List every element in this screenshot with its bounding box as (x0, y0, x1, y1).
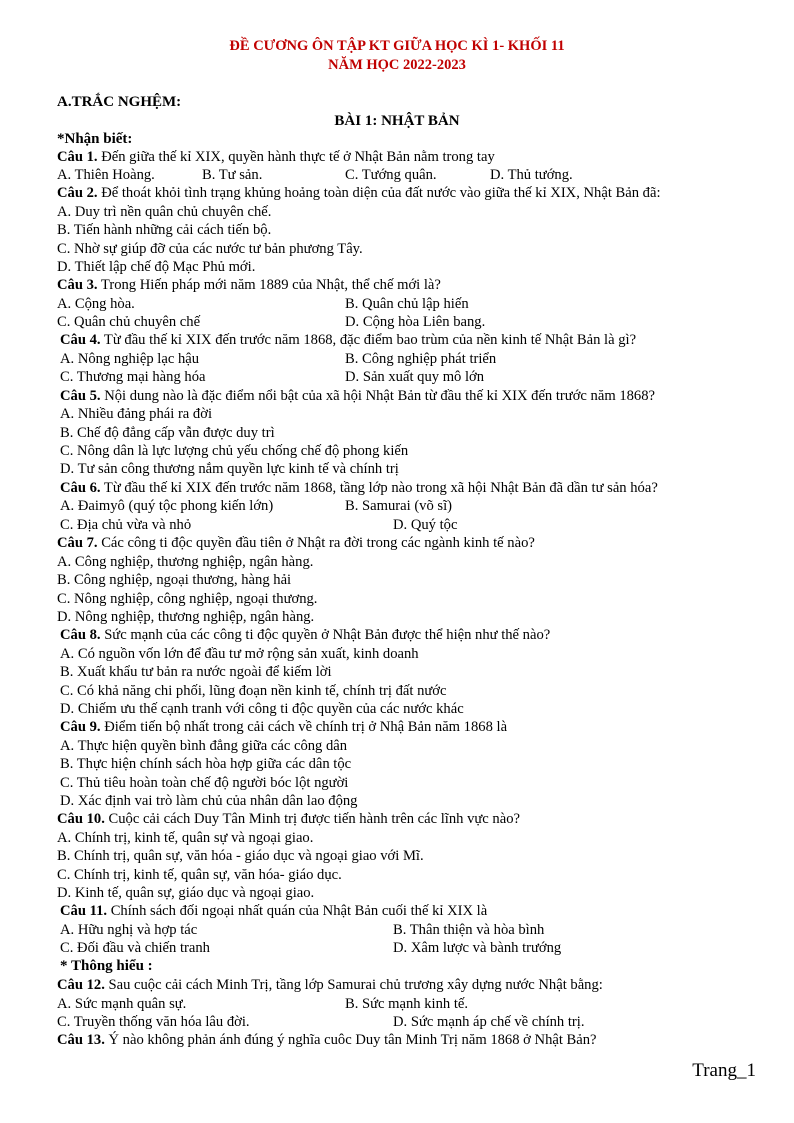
q11-option-b: B. Thân thiện và hòa bình (393, 922, 545, 938)
q8-option-c: C. Có khả năng chi phối, lũng đoạn nền kinh tế, chính trị đất nước (60, 683, 447, 699)
q10-option-d: D. Kinh tế, quân sự, giáo dục và ngoại giao. (57, 885, 315, 901)
q7-option-d: D. Nông nghiệp, thương nghiệp, ngân hàng. (57, 609, 315, 625)
q10-option-c: C. Chính trị, kinh tế, quân sự, văn hóa- giáo dục. (57, 867, 342, 883)
question-11: Câu 11. Chính sách đối ngoại nhất quán của Nhật Bản cuối thế kỉ XIX là (60, 903, 488, 919)
q4-option-b: B. Công nghiệp phát triển (345, 351, 497, 367)
question-7: Câu 7. Các công ti độc quyền đầu tiên ở Nhật ra đời trong các ngành kinh tế nào? (57, 535, 535, 551)
q9-option-d: D. Xác định vai trò làm chủ của nhân dân lao động (60, 793, 358, 809)
q6-option-b: B. Samurai (võ sĩ) (345, 498, 453, 514)
q6-option-a: A. Đaimyô (quý tộc phong kiến lớn) (60, 498, 274, 514)
q5-option-b: B. Chế độ đẳng cấp vẫn được duy trì (60, 425, 275, 441)
question-12: Câu 12. Sau cuộc cải cách Minh Trị, tầng lớp Samurai chủ trương xây dựng nước Nhật bằng: (57, 977, 603, 993)
q1-option-d: D. Thủ tướng. (490, 167, 573, 183)
q6-option-c: C. Địa chủ vừa và nhỏ (60, 517, 192, 533)
q1-option-b: B. Tư sản. (202, 167, 263, 183)
q3-option-d: D. Cộng hòa Liên bang. (345, 314, 486, 330)
q8-option-a: A. Có nguồn vốn lớn để đầu tư mở rộng sản xuất, kinh doanh (60, 646, 419, 662)
q2-option-c: C. Nhờ sự giúp đỡ của các nước tư bản phương Tây. (57, 241, 363, 257)
q9-option-b: B. Thực hiện chính sách hòa hợp giữa các dân tộc (60, 756, 352, 772)
section-title: A.TRẮC NGHỆM: (57, 94, 182, 110)
q5-option-a: A. Nhiều đảng phái ra đời (60, 406, 212, 422)
q1-option-c: C. Tướng quân. (345, 167, 437, 183)
level-label-thong-hieu: * Thông hiểu : (60, 958, 153, 974)
q3-option-b: B. Quân chủ lập hiến (345, 296, 469, 312)
school-year: NĂM HỌC 2022-2023 (328, 57, 466, 73)
q5-option-c: C. Nông dân là lực lượng chủ yếu chống chế độ phong kiến (60, 443, 409, 459)
q8-option-b: B. Xuất khẩu tư bản ra nước ngoài để kiếm lời (60, 664, 332, 680)
q4-option-d: D. Sản xuất quy mô lớn (345, 369, 485, 385)
document-title: ĐỀ CƯƠNG ÔN TẬP KT GIỮA HỌC KÌ 1- KHỐI 11 (229, 38, 565, 54)
q11-option-c: C. Đối đầu và chiến tranh (60, 940, 210, 956)
question-9: Câu 9. Điểm tiến bộ nhất trong cải cách về chính trị ở Nhậ Bản năm 1868 là (60, 719, 508, 735)
q4-option-c: C. Thương mại hàng hóa (60, 369, 206, 385)
question-10: Câu 10. Cuộc cải cách Duy Tân Minh trị được tiến hành trên các lĩnh vực nào? (57, 811, 520, 827)
question-8: Câu 8. Sức mạnh của các công ti độc quyền ở Nhật Bản được thể hiện như thế nào? (60, 627, 551, 643)
question-5: Câu 5. Nội dung nào là đặc điểm nổi bật của xã hội Nhật Bản từ đầu thế kỉ XIX đến trước năm 1868? (60, 388, 655, 404)
q7-option-a: A. Công nghiệp, thương nghiệp, ngân hàng. (57, 554, 314, 570)
q12-option-d: D. Sức mạnh áp chế về chính trị. (393, 1014, 585, 1030)
question-4: Câu 4. Từ đầu thế kỉ XIX đến trước năm 1868, đặc điểm bao trùm của nền kinh tế Nhật Bản là gì? (60, 332, 637, 348)
level-label-nhan-biet: *Nhận biết: (57, 131, 133, 147)
q4-option-a: A. Nông nghiệp lạc hậu (60, 351, 200, 367)
q10-option-a: A. Chính trị, kinh tế, quân sự và ngoại giao. (57, 830, 314, 846)
q1-option-a: A. Thiên Hoàng. (57, 167, 155, 183)
question-2: Câu 2. Để thoát khỏi tình trạng khủng hoảng toàn diện của đất nước vào giữa thế kỉ XIX, Nhật Bản đã: (57, 185, 661, 201)
q2-option-d: D. Thiết lập chế độ Mạc Phủ mới. (57, 259, 256, 275)
q3-option-c: C. Quân chủ chuyên chế (57, 314, 201, 330)
q11-option-a: A. Hữu nghị và hợp tác (60, 922, 198, 938)
q12-option-a: A. Sức mạnh quân sự. (57, 996, 187, 1012)
q5-option-d: D. Tư sản công thương nắm quyền lực kinh tế và chính trị (60, 461, 399, 477)
question-6: Câu 6. Từ đầu thế kỉ XIX đến trước năm 1868, tầng lớp nào trong xã hội Nhật Bản đã dần tư sản hóa? (60, 480, 658, 496)
q12-option-b: B. Sức mạnh kinh tế. (345, 996, 469, 1012)
q9-option-a: A. Thực hiện quyền bình đẳng giữa các công dân (60, 738, 348, 754)
q12-option-c: C. Truyền thống văn hóa lâu đời. (57, 1014, 250, 1030)
q9-option-c: C. Thủ tiêu hoàn toàn chế độ người bóc lột người (60, 775, 349, 791)
q2-option-a: A. Duy trì nền quân chủ chuyên chế. (57, 204, 272, 220)
q8-option-d: D. Chiếm ưu thế cạnh tranh với công ti độc quyền của các nước khác (60, 701, 464, 717)
question-1: Câu 1. Đến giữa thế kỉ XIX, quyền hành thực tế ở Nhật Bản nằm trong tay (57, 149, 495, 165)
q10-option-b: B. Chính trị, quân sự, văn hóa - giáo dục và ngoại giao với Mĩ. (57, 848, 424, 864)
q3-option-a: A. Cộng hòa. (57, 296, 135, 312)
question-13: Câu 13. Ý nào không phản ánh đúng ý nghĩa cuôc Duy tân Minh Trị năm 1868 ở Nhật Bản? (57, 1032, 597, 1048)
q2-option-b: B. Tiến hành những cải cách tiến bộ. (57, 222, 272, 238)
q7-option-b: B. Công nghiệp, ngoại thương, hàng hải (57, 572, 292, 588)
page-number: Trang_1 (692, 1060, 756, 1081)
lesson-title: BÀI 1: NHẬT BẢN (334, 113, 460, 129)
q11-option-d: D. Xâm lược và bành trướng (393, 940, 562, 956)
q6-option-d: D. Quý tộc (393, 517, 458, 533)
question-3: Câu 3. Trong Hiến pháp mới năm 1889 của Nhật, thể chế mới là? (57, 277, 441, 293)
q7-option-c: C. Nông nghiệp, công nghiệp, ngoại thương. (57, 591, 318, 607)
